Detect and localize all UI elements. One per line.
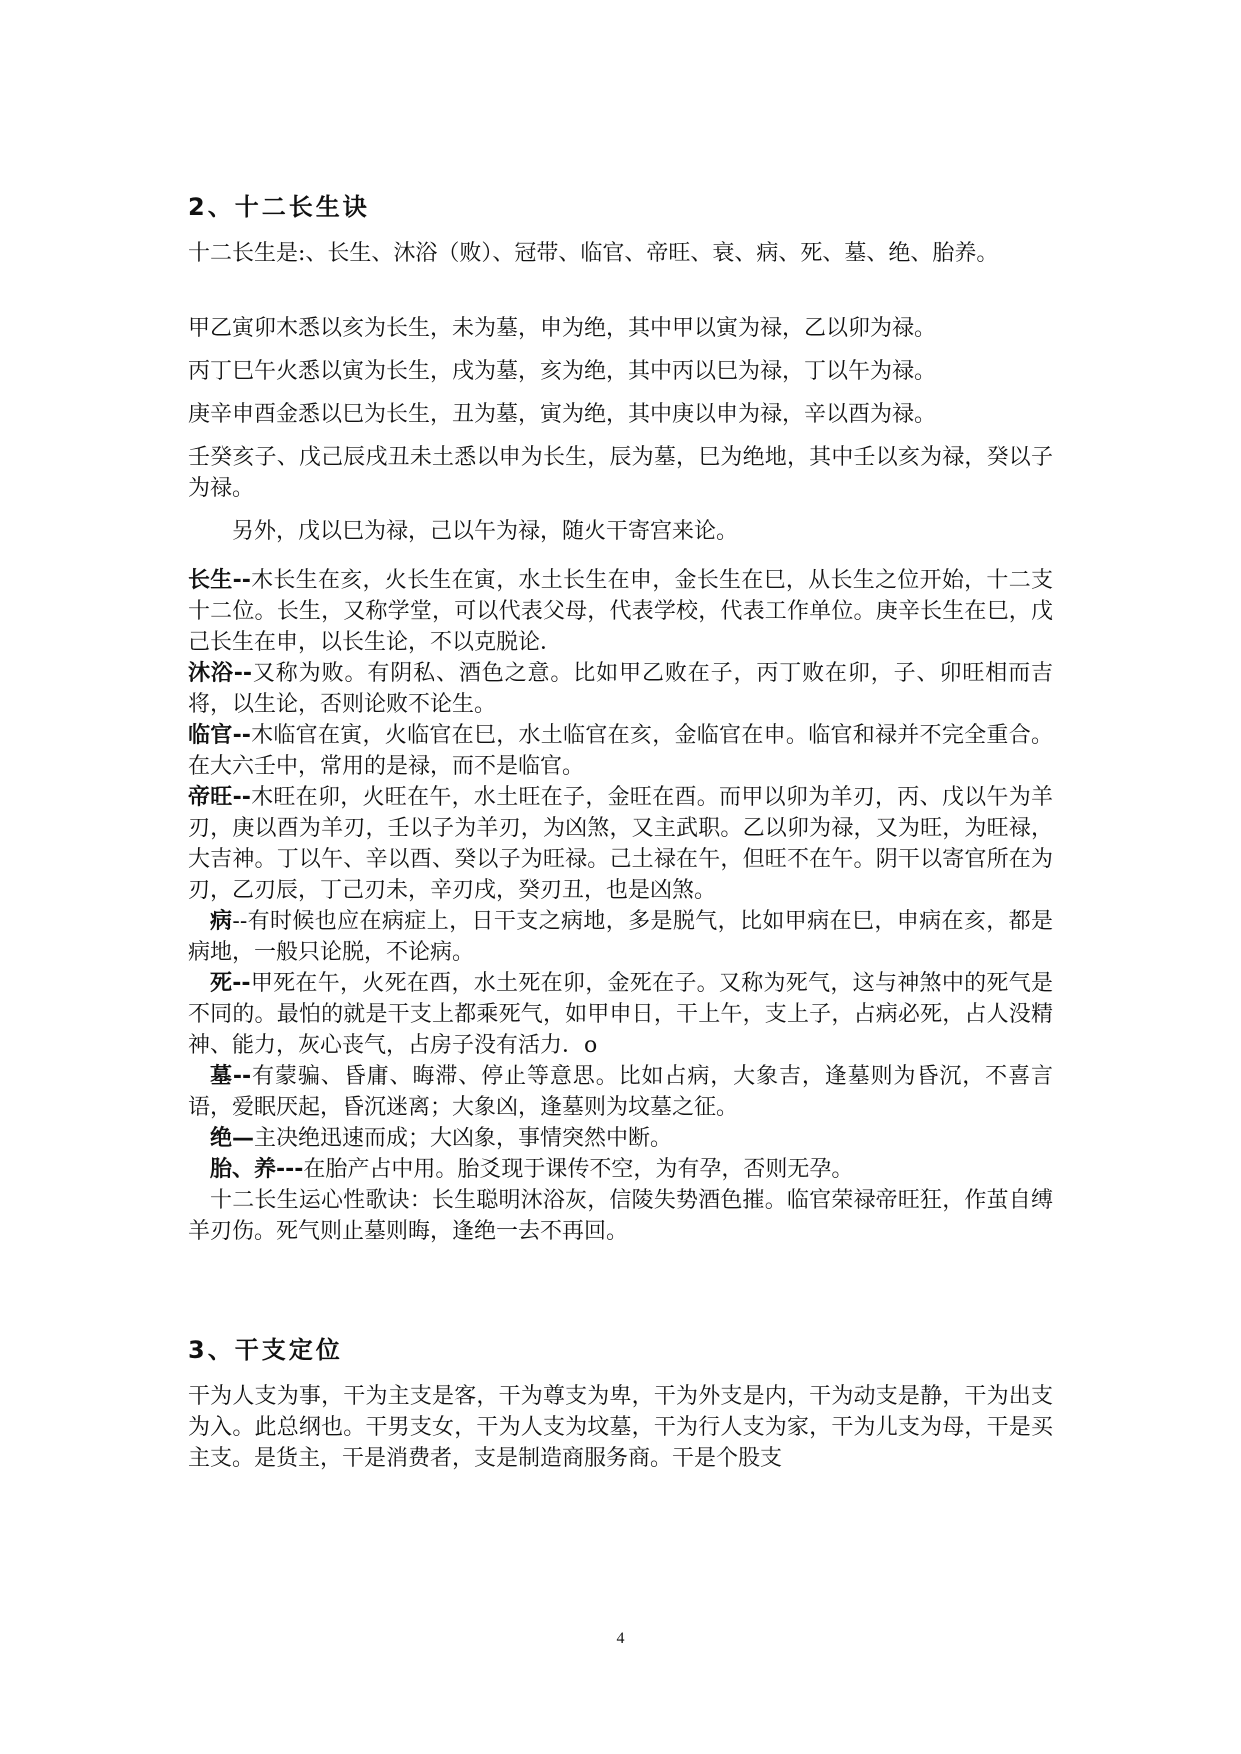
fire-rule-line: 丙丁巳午火悉以寅为长生，戌为墓，亥为绝，其中丙以巳为禄，丁以午为禄。 (188, 359, 937, 384)
ganzhi-positioning-text: 干为人支为事，干为主支是客，干为尊支为卑，干为外支是内，干为动支是静，干为出支为入。此总纲也。干男支女，干为人支为坟墓，干为行人支为家，干为儿支为母，干是买主支。是货主，干是消费者，支是制造商服务商。干是个股支 (188, 1384, 1053, 1471)
entry-text: --有时候也应在病症上，日干支之病地，多是脱气，比如甲病在巳，申病在亥，都是病地，一般只论脱，不论病。 (188, 909, 1053, 965)
wood-rule-line: 甲乙寅卯木悉以亥为长生，未为墓，申为绝，其中甲以寅为禄，乙以卯为禄。 (188, 316, 937, 341)
entry-text: 在胎产占中用。胎爻现于课传不空，为有孕，否则无孕。 (303, 1157, 854, 1182)
entry-term: 墓-- (210, 1064, 252, 1089)
entry-term: 死-- (210, 971, 251, 996)
metal-rule-line: 庚辛申酉金悉以巳为长生，丑为墓，寅为绝，其中庚以申为禄，辛以酉为禄。 (188, 402, 937, 427)
entry-term: 绝— (210, 1126, 255, 1151)
entry-diwang (188, 782, 1053, 906)
entry-term: 临官-- (188, 723, 251, 748)
spacer (188, 344, 1053, 356)
entry-term: 沐浴-- (188, 661, 253, 686)
entry-term: 长生-- (188, 568, 251, 593)
entry-text: 木旺在卯，火旺在午，水土旺在子，金旺在酉。而甲以卯为羊刃，丙、戊以午为羊刃，庚以酉为羊刃，壬以子为羊刃，为凶煞，又主武职。乙以卯为禄，又为旺，为旺禄，大吉神。丁以午、辛以酉、癸以子为旺禄。己土禄在午，但旺不在午。阴干以寄官所在为刃，乙刃辰，丁己刃未，辛刃戌，癸刃丑，也是凶煞。 (188, 785, 1053, 903)
entry-linguan (188, 720, 1053, 782)
entry-text: 木临官在寅，火临官在巳，水土临官在亥，金临官在申。临官和禄并不完全重合。在大六壬中，常用的是禄，而不是临官。 (188, 723, 1053, 779)
entry-text: 甲死在午，火死在酉，水土死在卯，金死在子。又称为死气，这与神煞中的死气是不同的。最怕的就是干支上都乘死气，如甲申日，干上午，支上子，占病必死，占人没精神、能力，灰心丧气，占房子没有活力．o (188, 971, 1053, 1058)
entry-si (188, 968, 1053, 1061)
spacer (188, 430, 1053, 442)
entry-term: 胎、养--- (210, 1157, 304, 1182)
extra-note: 另外，戊以巳为禄，己以午为禄，随火干寄宫来论。 (232, 519, 739, 544)
entry-text: 木长生在亥，火长生在寅，水土长生在申，金长生在巳，从长生之位开始，十二支十二位。长生，又称学堂，可以代表父母，代表学校，代表工作单位。庚辛长生在巳，戊己长生在申，以长生论，不以克脱论． (188, 568, 1053, 655)
entry-muyu (188, 658, 1053, 720)
spacer (188, 504, 1053, 516)
entry-text: 主决绝迅速而成；大凶象，事情突然中断。 (254, 1126, 673, 1151)
entry-tai-yang (188, 1154, 1053, 1185)
entry-jue (188, 1123, 1053, 1154)
entry-changsheng (188, 565, 1053, 658)
spacer (188, 1247, 1053, 1333)
entry-term: 病 (210, 909, 233, 934)
entry-term: 帝旺-- (188, 785, 251, 810)
entry-mu (188, 1061, 1053, 1123)
page-content (188, 190, 1053, 1474)
spacer (188, 387, 1053, 399)
section-heading-ganzhi-positioning: 3、干支定位 (188, 1336, 343, 1364)
section-heading-twelve-stages: 2、十二长生诀 (188, 193, 370, 221)
water-earth-rule-line: 壬癸亥子、戊己辰戌丑未土悉以申为长生，辰为墓，巳为绝地，其中壬以亥为禄，癸以子为禄。 (188, 445, 1053, 501)
entry-text: 有蒙骗、昏庸、晦滞、停止等意思。比如占病，大象吉，逢墓则为昏沉，不喜言语，爱眠厌起，昏沉迷离；大象凶，逢墓则为坟墓之征。 (188, 1064, 1053, 1120)
page-number: 4 (616, 1630, 625, 1647)
entry-bing (188, 906, 1053, 968)
spacer (188, 269, 1053, 313)
twelve-stages-intro: 十二长生是:、长生、沐浴（败）、冠带、临官、帝旺、衰、病、死、墓、绝、胎养。 (188, 241, 999, 266)
spacer (188, 547, 1053, 565)
entry-text: 又称为败。有阴私、酒色之意。比如甲乙败在子，丙丁败在卯，子、卯旺相而吉将，以生论，否则论败不论生。 (188, 661, 1053, 717)
twelve-stages-song: 十二长生运心性歌诀：长生聪明沐浴灰，信陵失势酒色摧。临官荣禄帝旺狂，作茧自缚羊刃伤。死气则止墓则晦，逢绝一去不再回。 (188, 1188, 1053, 1244)
